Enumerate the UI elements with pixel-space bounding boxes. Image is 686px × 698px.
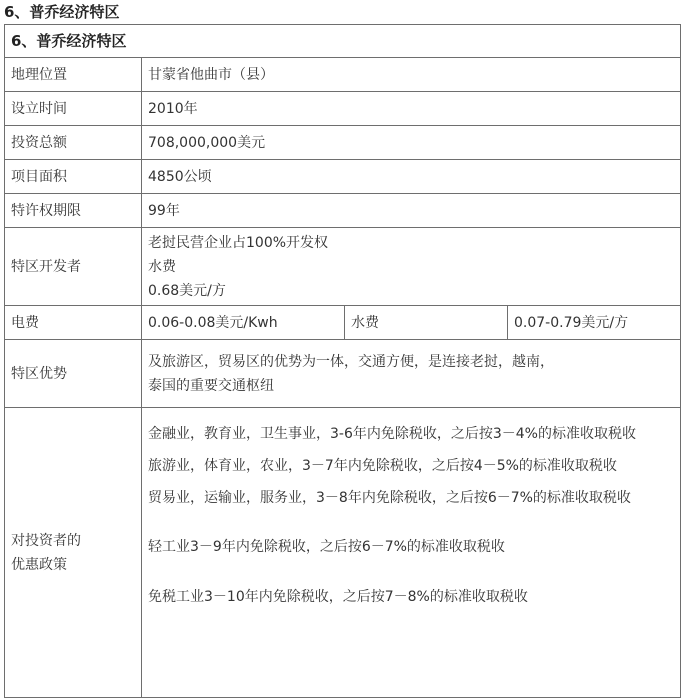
row-label: 投资总额	[5, 126, 142, 160]
water-value: 0.07-0.79美元/方	[508, 306, 681, 340]
zone-info-table	[4, 24, 681, 698]
table-title-row	[5, 25, 681, 58]
table-row-area	[5, 160, 681, 194]
developer-line: 老挝民营企业占100%开发权	[148, 234, 329, 251]
policy-label	[5, 408, 142, 698]
policy-item: 免税工业3－10年内免除税收，之后按7－8%的标准收取税收	[148, 589, 528, 605]
policy-item: 贸易业，运输业，服务业，3－8年内免除税收，之后按6－7%的标准收取税收	[148, 490, 631, 506]
policy-item: 旅游业，体育业，农业，3－7年内免除税收，之后按4－5%的标准收取税收	[148, 458, 617, 474]
row-label: 地理位置	[5, 58, 142, 92]
row-label: 特区开发者	[5, 228, 142, 306]
row-value: 2010年	[142, 92, 681, 126]
row-label: 特许权期限	[5, 194, 142, 228]
table-row-investment	[5, 126, 681, 160]
electricity-label: 电费	[5, 306, 142, 340]
water-label: 水费	[345, 306, 508, 340]
row-value: 99年	[142, 194, 681, 228]
row-value: 4850公顷	[142, 160, 681, 194]
page-heading: 6、普乔经济特区	[4, 3, 120, 21]
developer-line: 0.68美元/方	[148, 282, 226, 299]
table-row-concession	[5, 194, 681, 228]
policy-label-line: 优惠政策	[11, 556, 67, 573]
table-row-developer	[5, 228, 681, 306]
policy-item: 轻工业3－9年内免除税收，之后按6－7%的标准收取税收	[148, 539, 505, 555]
table-row-location	[5, 58, 681, 92]
electricity-value: 0.06-0.08美元/Kwh	[142, 306, 345, 340]
row-value: 708,000,000美元	[142, 126, 681, 160]
row-label: 设立时间	[5, 92, 142, 126]
advantages-line: 及旅游区，贸易区的优势为一体，交通方便，是连接老挝，越南，	[148, 353, 554, 370]
table-row-policy	[5, 408, 681, 698]
row-label: 项目面积	[5, 160, 142, 194]
table-title: 6、普乔经济特区	[5, 25, 681, 58]
row-label: 特区优势	[5, 340, 142, 408]
advantages-line: 泰国的重要交通枢纽	[148, 377, 274, 394]
developer-line: 水费	[148, 258, 176, 275]
policy-value	[142, 408, 681, 698]
table-row-utilities	[5, 306, 681, 340]
table-row-advantages	[5, 340, 681, 408]
policy-label-line: 对投资者的	[11, 532, 81, 549]
advantages-value	[142, 340, 681, 408]
row-value: 甘蒙省他曲市（县）	[142, 58, 681, 92]
policy-item: 金融业，教育业，卫生事业，3-6年内免除税收，之后按3－4%的标准收取税收	[148, 426, 636, 442]
table-row-established	[5, 92, 681, 126]
developer-value	[142, 228, 681, 306]
